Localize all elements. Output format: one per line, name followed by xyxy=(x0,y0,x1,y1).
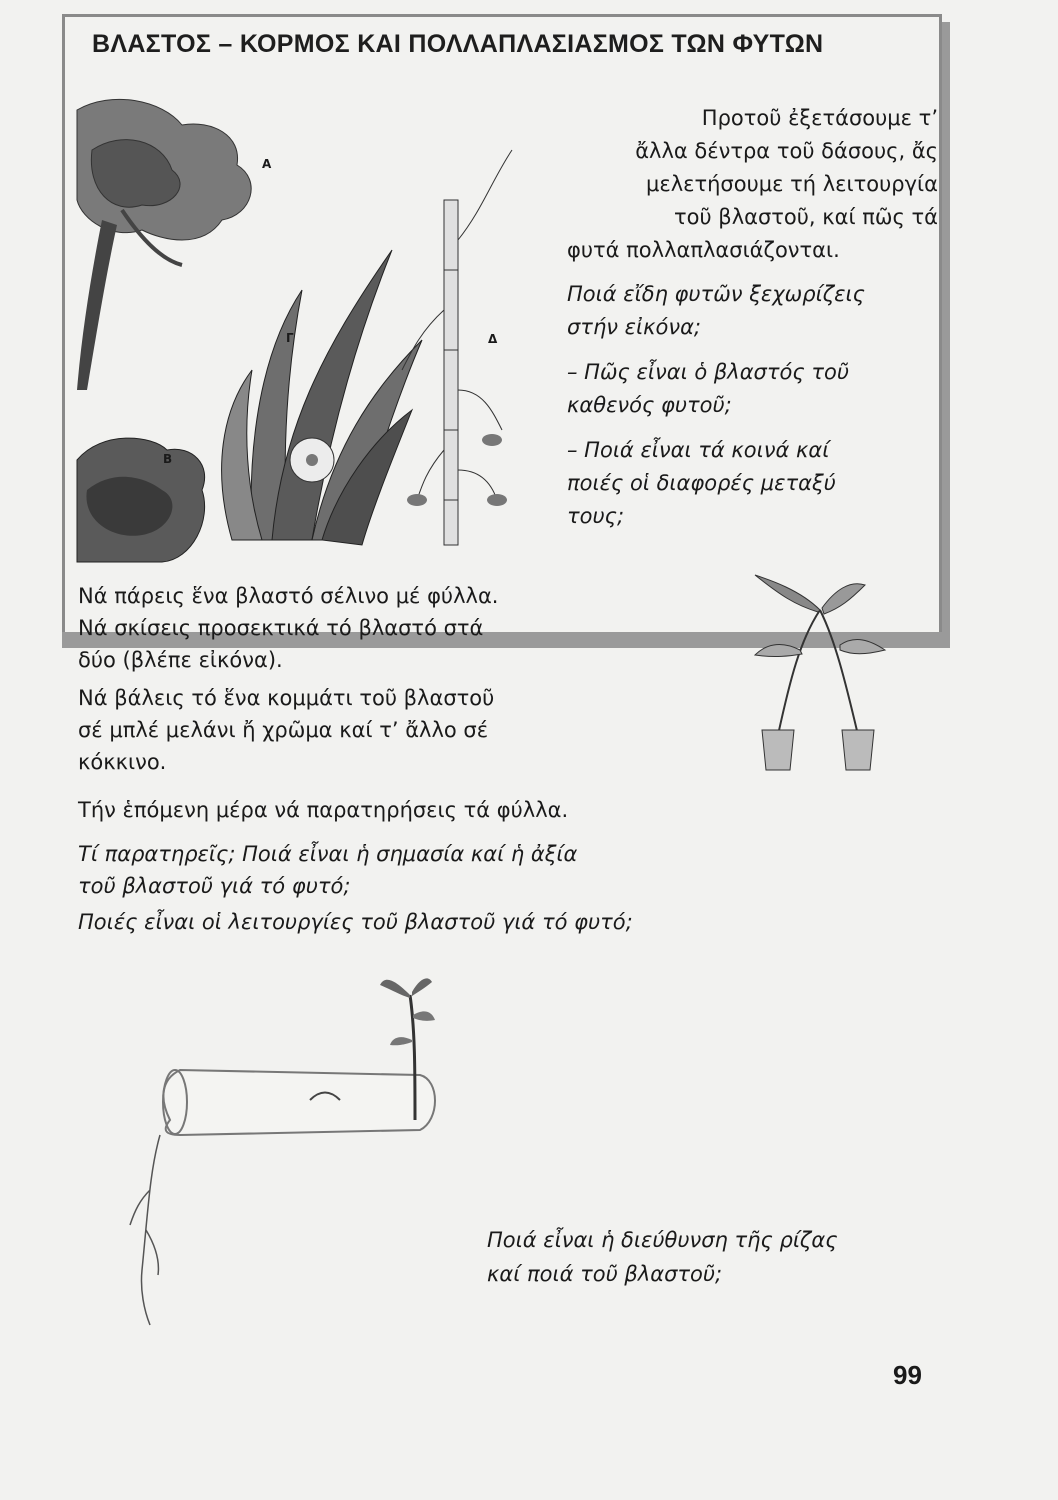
intro-question: Ποιά εἴδη φυτῶν ξεχωρίζεις xyxy=(567,282,865,306)
page-number: 99 xyxy=(893,1360,922,1390)
figure-label-g: Γ xyxy=(286,331,294,345)
celery-cups-illustration xyxy=(740,560,900,780)
intro-line: μελετήσουμε τή λειτουργία xyxy=(645,172,938,196)
root-question-line: Ποιά εἶναι ἡ διεύθυνση τῆς ρίζας xyxy=(487,1228,838,1252)
intro-question: καθενός φυτοῦ; xyxy=(567,393,732,417)
intro-question: ποιές οἱ διαφορές μεταξύ xyxy=(567,471,836,495)
intro-line: φυτά πολλαπλασιάζονται. xyxy=(567,238,840,262)
intro-line: Προτοῦ ἐξετάσουμε τ’ xyxy=(701,106,938,130)
intro-question: στήν εἰκόνα; xyxy=(567,315,701,339)
experiment-question: τοῦ βλαστοῦ γιά τό φυτό; xyxy=(78,874,351,898)
root-question-line: καί ποιά τοῦ βλαστοῦ; xyxy=(487,1262,723,1286)
experiment-line: Νά πάρεις ἕνα βλαστό σέλινο μέ φύλλα. xyxy=(78,584,499,608)
plants-illustration xyxy=(72,90,542,570)
intro-question: – Ποιά εἶναι τά κοινά καί xyxy=(567,438,830,462)
experiment-line: Τήν ἑπόμενη μέρα νά παρατηρήσεις τά φύλλα. xyxy=(78,798,569,822)
intro-line: τοῦ βλαστοῦ, καί πῶς τά xyxy=(673,205,938,229)
experiment-line: Νά βάλεις τό ἕνα κομμάτι τοῦ βλαστοῦ xyxy=(78,686,495,710)
experiment-question: Ποιές εἶναι οἱ λειτουργίες τοῦ βλαστοῦ γιά τό φυτό; xyxy=(78,910,633,934)
root-stem-illustration xyxy=(120,970,460,1330)
figure-label-d: Δ xyxy=(488,332,498,346)
page-title: ΒΛΑΣΤΟΣ – ΚΟΡΜΟΣ ΚΑΙ ΠΟΛΛΑΠΛΑΣΙΑΣΜΟΣ ΤΩΝ ΦΥΤΩΝ xyxy=(92,30,824,58)
figure-label-a: Α xyxy=(262,157,272,171)
figure-label-b: Β xyxy=(163,452,173,466)
experiment-line: κόκκινο. xyxy=(78,750,167,774)
experiment-line: δύο (βλέπε εἰκόνα). xyxy=(78,648,283,672)
experiment-line: σέ μπλέ μελάνι ἤ χρῶμα καί τ’ ἄλλο σέ xyxy=(78,718,489,742)
experiment-question: Τί παρατηρεῖς; Ποιά εἶναι ἡ σημασία καί ἡ ἀξία xyxy=(78,842,578,866)
frame-shadow-right xyxy=(942,22,950,648)
intro-line: ἄλλα δέντρα τοῦ δάσους, ἄς xyxy=(635,139,938,163)
intro-question: – Πῶς εἶναι ὁ βλαστός τοῦ xyxy=(567,360,850,384)
intro-question: τους; xyxy=(567,504,625,528)
experiment-line: Νά σκίσεις προσεκτικά τό βλαστό στά xyxy=(78,616,484,640)
